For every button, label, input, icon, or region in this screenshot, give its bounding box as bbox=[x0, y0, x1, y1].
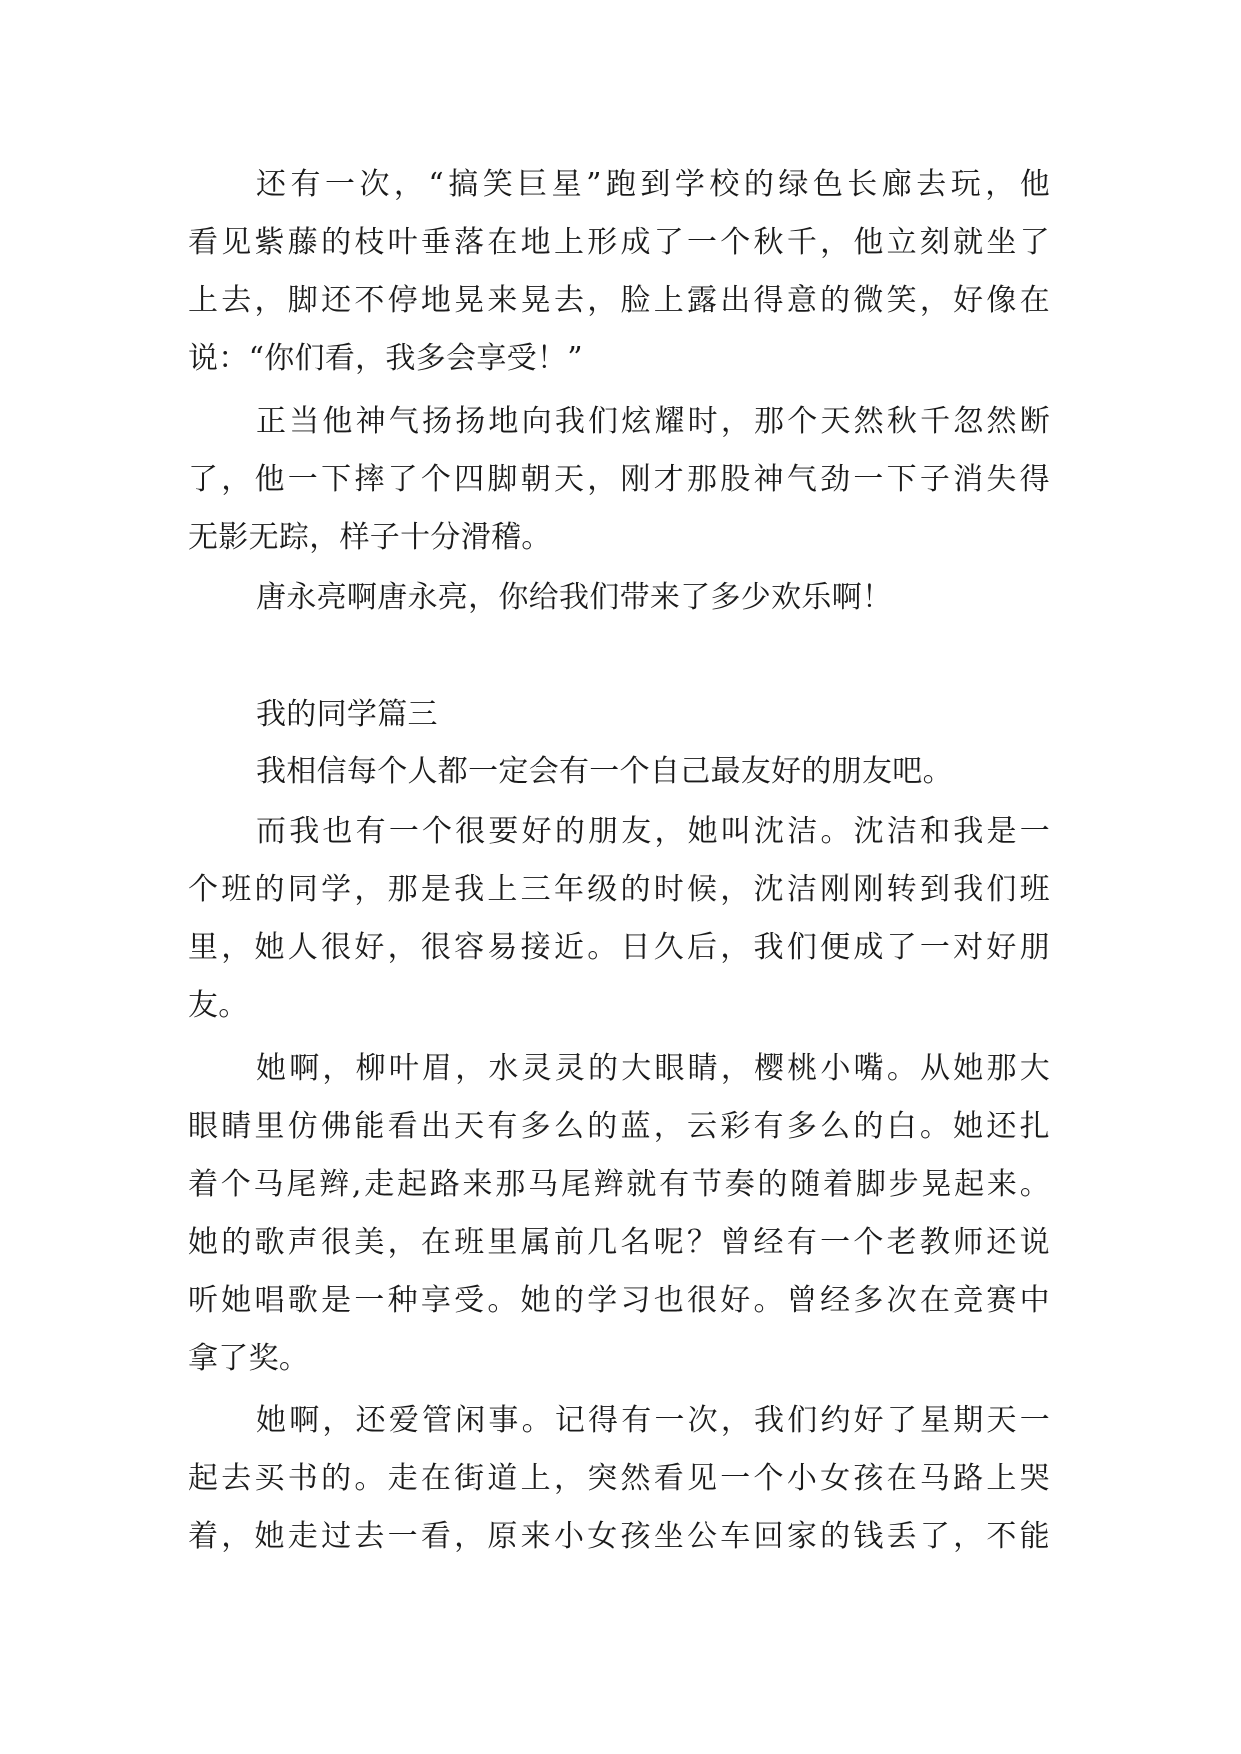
text-line: 正当他神气扬扬地向我们炫耀时，那个天然秋千忽然断 bbox=[256, 404, 1050, 439]
text-line: 说：“你们看，我多会享受！” bbox=[188, 341, 583, 376]
text-line: 了，他一下摔了个四脚朝天，刚才那股神气劲一下子消失得 bbox=[188, 462, 1050, 497]
text-line: 拿了奖。 bbox=[188, 1341, 310, 1376]
text-line: 还有一次，“搞笑巨星”跑到学校的绿色长廊去玩，他 bbox=[256, 167, 1050, 202]
text-line: 她的歌声很美，在班里属前几名呢？曾经有一个老教师还说 bbox=[188, 1225, 1050, 1260]
text-line: 起去买书的。走在街道上，突然看见一个小女孩在马路上哭 bbox=[188, 1461, 1050, 1496]
text-line: 唐永亮啊唐永亮，你给我们带来了多少欢乐啊！ bbox=[256, 580, 893, 615]
section-heading: 我的同学篇三 bbox=[256, 697, 438, 732]
text-line: 她啊，还爱管闲事。记得有一次，我们约好了星期天一 bbox=[256, 1403, 1050, 1438]
text-line: 看见紫藤的枝叶垂落在地上形成了一个秋千，他立刻就坐了 bbox=[188, 225, 1050, 260]
text-line: 眼睛里仿佛能看出天有多么的蓝，云彩有多么的白。她还扎 bbox=[188, 1109, 1050, 1144]
text-line: 友。 bbox=[188, 988, 249, 1023]
text-line: 个班的同学，那是我上三年级的时候，沈洁刚刚转到我们班 bbox=[188, 872, 1050, 907]
text-line: 里，她人很好，很容易接近。日久后，我们便成了一对好朋 bbox=[188, 930, 1050, 965]
text-line: 上去，脚还不停地晃来晃去，脸上露出得意的微笑，好像在 bbox=[188, 283, 1050, 318]
text-line: 无影无踪，样子十分滑稽。 bbox=[188, 520, 552, 555]
text-line: 着，她走过去一看，原来小女孩坐公车回家的钱丢了，不能 bbox=[188, 1519, 1050, 1554]
text-line: 着个马尾辫,走起路来那马尾辫就有节奏的随着脚步晃起来。 bbox=[188, 1167, 1050, 1202]
text-line: 我相信每个人都一定会有一个自己最友好的朋友吧。 bbox=[256, 754, 953, 789]
text-line: 她啊，柳叶眉，水灵灵的大眼睛，樱桃小嘴。从她那大 bbox=[256, 1051, 1050, 1086]
text-line: 而我也有一个很要好的朋友，她叫沈洁。沈洁和我是一 bbox=[256, 814, 1050, 849]
text-line: 听她唱歌是一种享受。她的学习也很好。曾经多次在竞赛中 bbox=[188, 1283, 1050, 1318]
